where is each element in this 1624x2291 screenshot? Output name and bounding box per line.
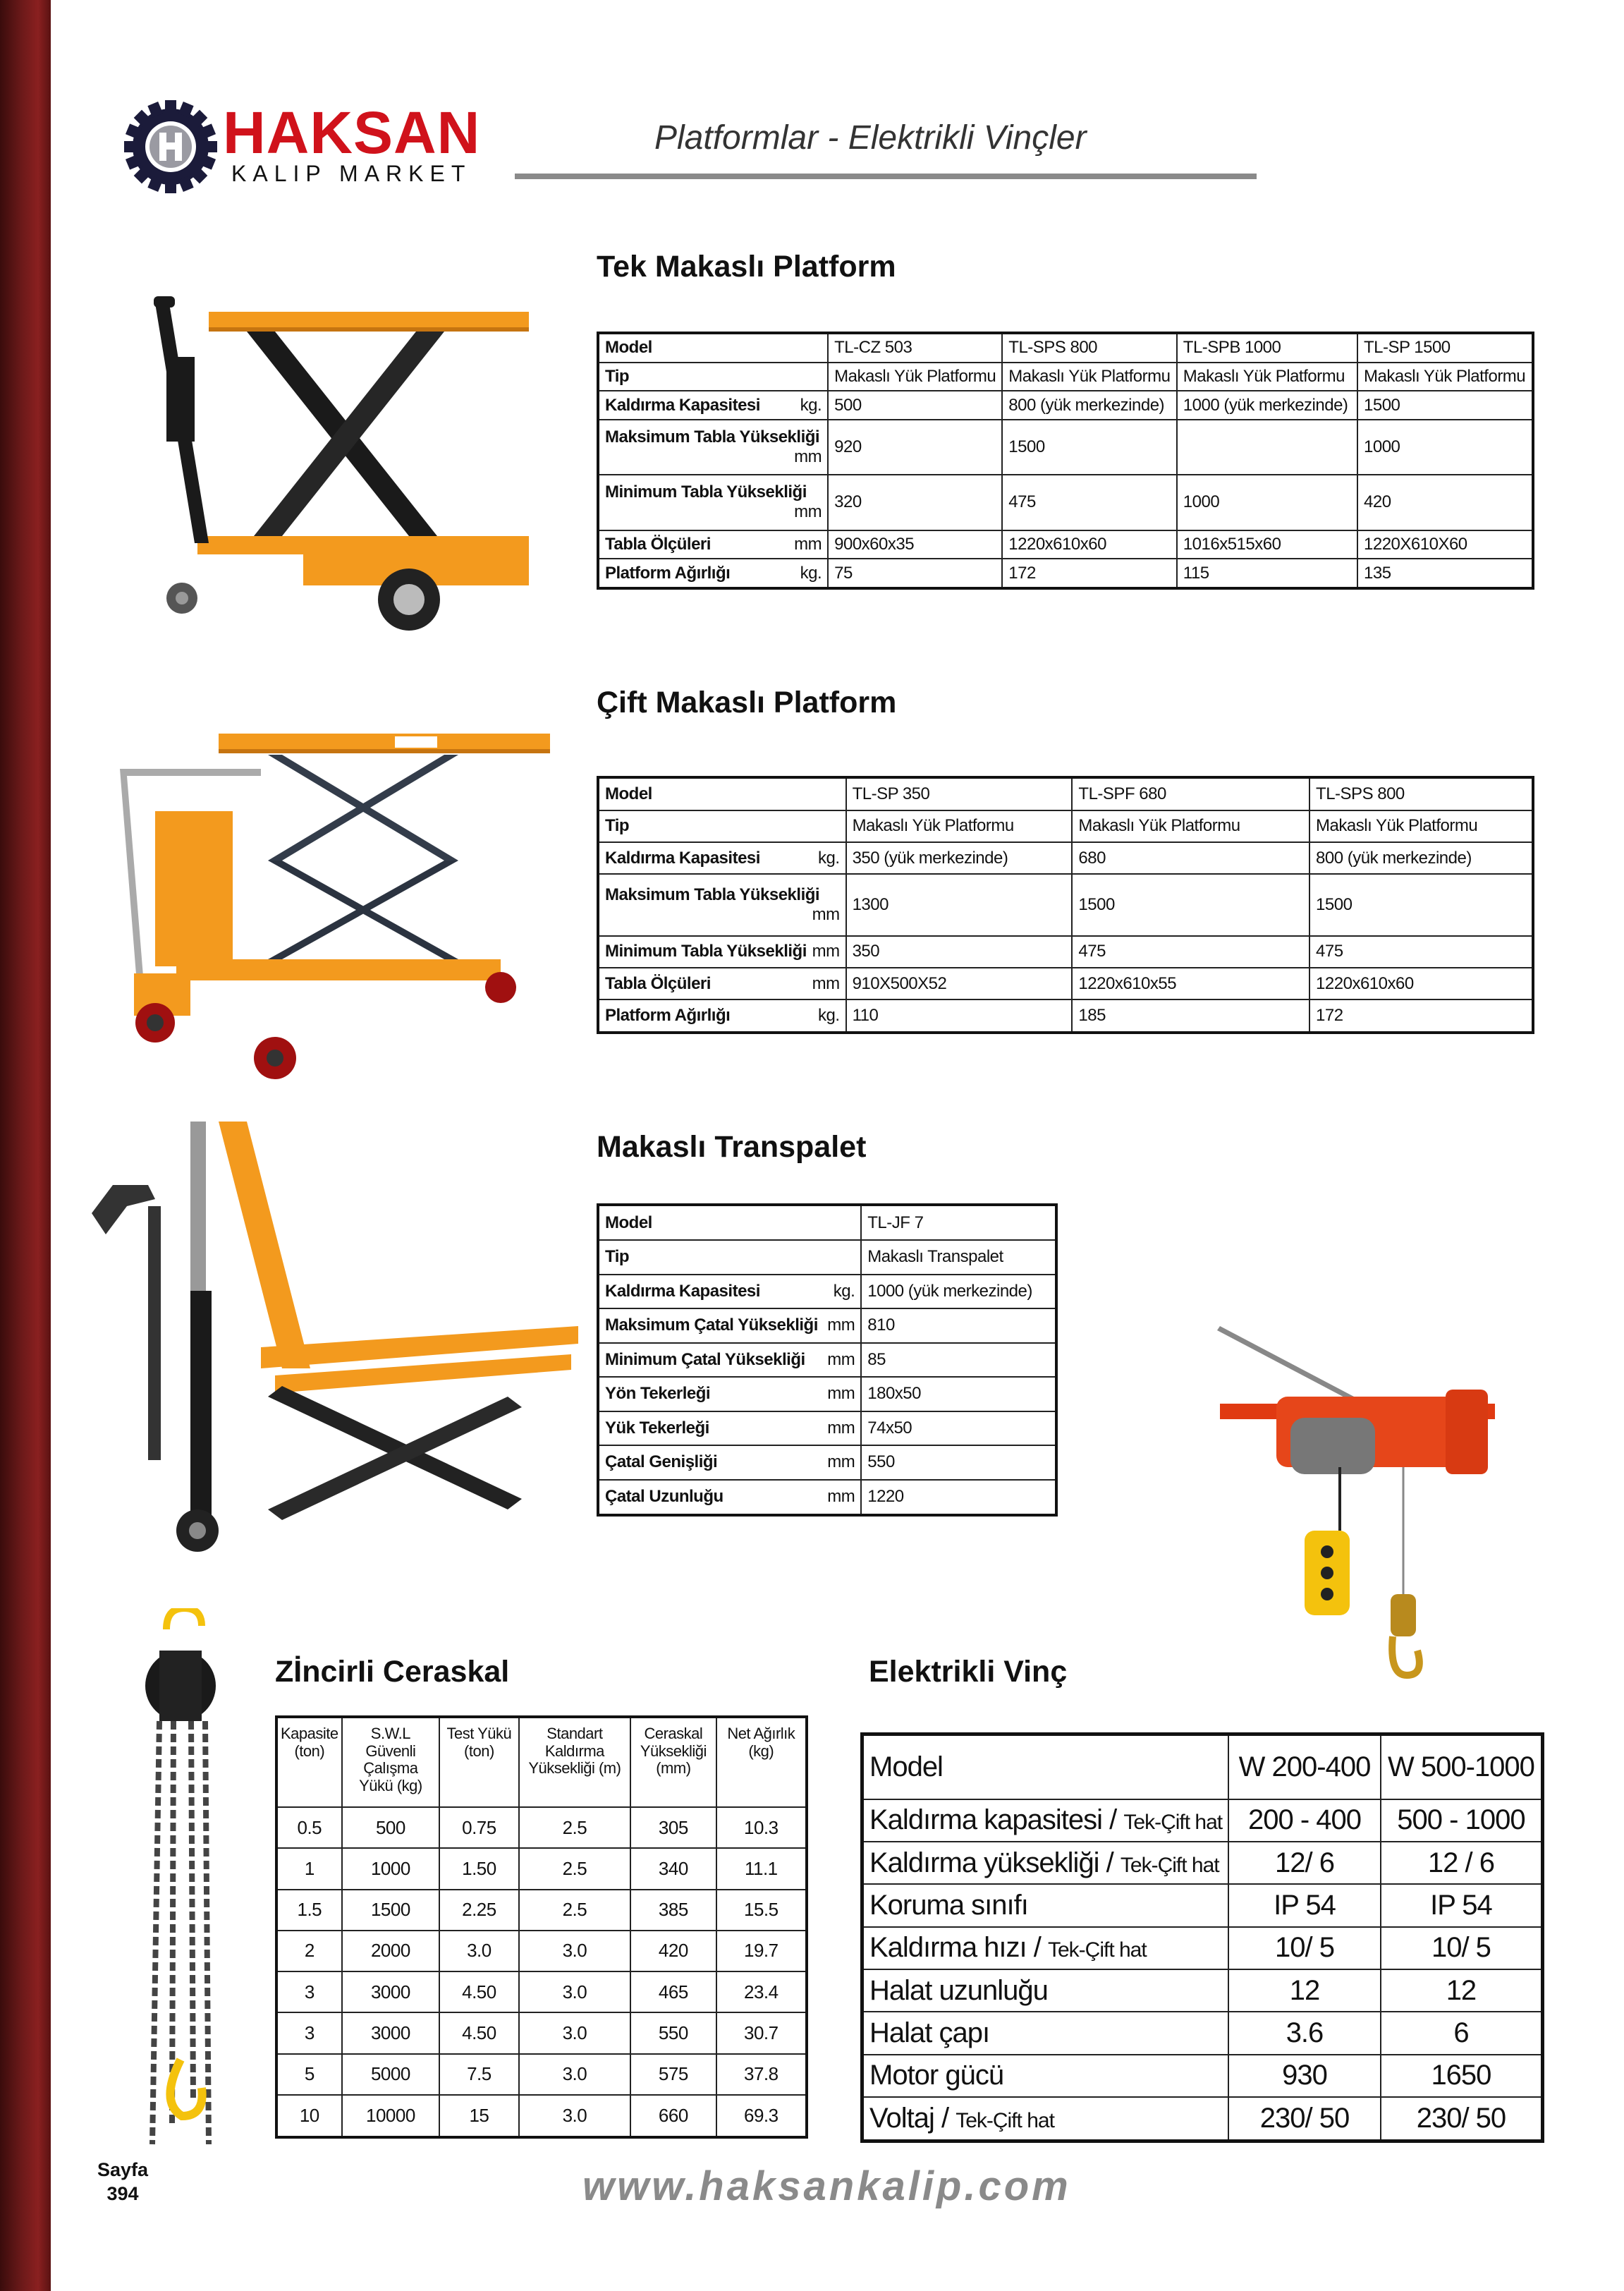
table-cell: 1000 — [1177, 475, 1357, 530]
table-cell: 680 — [1072, 842, 1309, 874]
table-cell: 340 — [630, 1848, 716, 1889]
table-cell: TL-SPB 1000 — [1177, 333, 1357, 363]
table-cell: TL-JF 7 — [861, 1205, 1056, 1240]
table-cell: 3.0 — [519, 2012, 630, 2053]
row-label: Tip — [598, 363, 828, 391]
table-cell: 500 - 1000 — [1381, 1799, 1543, 1842]
single-scissor-lift-table-image — [141, 296, 536, 642]
row-label: Koruma sınıfı — [862, 1884, 1229, 1926]
ceraskal-table — [275, 1715, 808, 2139]
table-row — [598, 810, 1533, 842]
table-cell: 350 — [846, 936, 1073, 968]
table-cell: 200 - 400 — [1228, 1799, 1381, 1842]
row-label: Kaldırma hızı / Tek-Çift hat — [862, 1927, 1229, 1969]
row-label: Model — [598, 1205, 861, 1240]
table-row — [862, 2055, 1543, 2097]
table-cell: 475 — [1072, 936, 1309, 968]
table-cell: 475 — [1309, 936, 1533, 968]
table-cell: 900x60x35 — [828, 530, 1002, 559]
table-cell: 10000 — [342, 2095, 440, 2137]
section-title-vinc: Elektrikli Vinç — [869, 1655, 1068, 1689]
table-row — [598, 1205, 1056, 1240]
table-cell: 1220X610X60 — [1357, 530, 1533, 559]
table-cell: 3.0 — [519, 2054, 630, 2095]
table-cell: 550 — [630, 2012, 716, 2053]
table-cell: 1016x515x60 — [1177, 530, 1357, 559]
table-cell: TL-SP 1500 — [1357, 333, 1533, 363]
row-label: Halat çapı — [862, 2012, 1229, 2054]
table-cell: 180x50 — [861, 1377, 1056, 1411]
table-cell: 3.0 — [519, 1931, 630, 1971]
section-title-ceraskal: ZİncirIi Ceraskal — [275, 1655, 510, 1689]
row-label: Maksimum Tabla Yüksekliği mm — [598, 874, 846, 935]
table-cell: TL-CZ 503 — [828, 333, 1002, 363]
table-cell: 2.5 — [519, 1848, 630, 1889]
row-label: Model — [862, 1734, 1229, 1799]
table-cell: 575 — [630, 2054, 716, 2095]
column-header: Test Yükü (ton) — [439, 1717, 518, 1807]
row-label: Platform Ağırlığı kg. — [598, 999, 846, 1033]
table-cell: 500 — [828, 391, 1002, 420]
table-cell: 12 — [1228, 1969, 1381, 2012]
table-cell: 1000 (yük merkezinde) — [1177, 391, 1357, 420]
table-cell: 1650 — [1381, 2055, 1543, 2097]
row-label: Tabla Ölçüleri mm — [598, 968, 846, 999]
table-row — [862, 1927, 1543, 1969]
table-cell: Makaslı Yük Platformu — [1002, 363, 1177, 391]
table-cell: 172 — [1309, 999, 1533, 1033]
table-row — [598, 475, 1533, 530]
row-label: Yön Tekerleği mm — [598, 1377, 861, 1411]
table-cell: TL-SPF 680 — [1072, 777, 1309, 810]
table-row — [598, 1240, 1056, 1275]
row-label: Platform Ağırlığı kg. — [598, 559, 828, 588]
table-cell: 1300 — [846, 874, 1073, 935]
page-number — [97, 2158, 148, 2206]
section-title-tek: Tek Makaslı Platform — [597, 250, 896, 284]
table-cell: 2.25 — [439, 1890, 518, 1931]
row-label: Model — [598, 777, 846, 810]
table-row — [598, 363, 1533, 391]
table-cell: TL-SP 350 — [846, 777, 1073, 810]
table-cell: 3.6 — [1228, 2012, 1381, 2054]
table-cell: 0.5 — [276, 1807, 342, 1848]
page-number-value: 394 — [106, 2182, 139, 2204]
table-cell: 305 — [630, 1807, 716, 1848]
table-cell: 1000 (yük merkezinde) — [861, 1275, 1056, 1309]
table-cell — [1177, 420, 1357, 475]
table-cell: 800 (yük merkezinde) — [1309, 842, 1533, 874]
table-row — [598, 1377, 1056, 1411]
table-cell: 10/ 5 — [1228, 1927, 1381, 1969]
table-row — [598, 1343, 1056, 1378]
table-row — [276, 1931, 807, 1971]
table-cell: 135 — [1357, 559, 1533, 588]
table-cell: 420 — [1357, 475, 1533, 530]
transpalet-spec-table — [597, 1203, 1058, 1517]
table-cell: 1.50 — [439, 1848, 518, 1889]
table-row — [276, 2012, 807, 2053]
table-row — [598, 559, 1533, 588]
table-row — [276, 1890, 807, 1931]
table-cell: 3 — [276, 1971, 342, 2012]
table-cell: 11.1 — [716, 1848, 807, 1889]
row-label: Kaldırma Kapasitesi kg. — [598, 842, 846, 874]
page-word: Sayfa — [97, 2159, 149, 2180]
table-row — [598, 530, 1533, 559]
table-cell: 23.4 — [716, 1971, 807, 2012]
table-row — [598, 420, 1533, 475]
table-row — [598, 391, 1533, 420]
table-cell: TL-SPS 800 — [1002, 333, 1177, 363]
row-label: Çatal Uzunluğu mm — [598, 1480, 861, 1515]
table-cell: 800 (yük merkezinde) — [1002, 391, 1177, 420]
table-row — [276, 1848, 807, 1889]
table-cell: 1 — [276, 1848, 342, 1889]
table-row — [276, 1807, 807, 1848]
page-title: Platformlar - Elektrikli Vinçler — [654, 119, 1087, 157]
table-cell: 2.5 — [519, 1807, 630, 1848]
table-row — [598, 968, 1533, 999]
table-cell: 385 — [630, 1890, 716, 1931]
table-cell: 5000 — [342, 2054, 440, 2095]
haksan-logo-gear-icon — [124, 100, 217, 193]
table-cell: 172 — [1002, 559, 1177, 588]
table-row — [598, 333, 1533, 363]
row-label: Tabla Ölçüleri mm — [598, 530, 828, 559]
table-row — [276, 2095, 807, 2137]
table-cell: 1220x610x60 — [1309, 968, 1533, 999]
table-cell: 10.3 — [716, 1807, 807, 1848]
table-row — [598, 842, 1533, 874]
table-cell: 110 — [846, 999, 1073, 1033]
table-cell: 2 — [276, 1931, 342, 1971]
table-row — [862, 2012, 1543, 2054]
electric-hoist-image — [1213, 1326, 1509, 1693]
table-cell: 1000 — [1357, 420, 1533, 475]
row-label: Minimum Tabla Yüksekliği mm — [598, 936, 846, 968]
table-cell: 10 — [276, 2095, 342, 2137]
column-header: Net Ağırlık (kg) — [716, 1717, 807, 1807]
table-cell: 37.8 — [716, 2054, 807, 2095]
table-cell: 500 — [342, 1807, 440, 1848]
table-cell: 4.50 — [439, 2012, 518, 2053]
table-cell: 3 — [276, 2012, 342, 2053]
column-header: S.W.L Güvenli Çalışma Yükü (kg) — [342, 1717, 440, 1807]
table-cell: 74x50 — [861, 1411, 1056, 1446]
table-cell: 85 — [861, 1343, 1056, 1378]
table-cell: 30.7 — [716, 2012, 807, 2053]
header-divider — [515, 174, 1257, 179]
table-cell: 12 — [1381, 1969, 1543, 2012]
table-cell: 1.5 — [276, 1890, 342, 1931]
table-row — [276, 1971, 807, 2012]
table-cell: 69.3 — [716, 2095, 807, 2137]
table-row — [598, 874, 1533, 935]
row-label: Yük Tekerleği mm — [598, 1411, 861, 1446]
row-label: Minimum Tabla Yüksekliği mm — [598, 475, 828, 530]
table-cell: 1500 — [1309, 874, 1533, 935]
table-cell: IP 54 — [1228, 1884, 1381, 1926]
table-cell: Makaslı Yük Platformu — [846, 810, 1073, 842]
table-cell: 12/ 6 — [1228, 1842, 1381, 1884]
column-header: Ceraskal Yüksekliği (mm) — [630, 1717, 716, 1807]
table-row — [598, 777, 1533, 810]
table-cell: 0.75 — [439, 1807, 518, 1848]
table-cell: 475 — [1002, 475, 1177, 530]
table-cell: 4.50 — [439, 1971, 518, 2012]
row-label: Maksimum Tabla Yüksekliği mm — [598, 420, 828, 475]
table-cell: Makaslı Yük Platformu — [1177, 363, 1357, 391]
double-scissor-lift-table-image — [106, 727, 557, 1107]
table-cell: 2000 — [342, 1931, 440, 1971]
table-row — [598, 1445, 1056, 1480]
row-label: Maksimum Çatal Yüksekliği mm — [598, 1308, 861, 1343]
table-cell: Makaslı Transpalet — [861, 1240, 1056, 1275]
row-label: Tip — [598, 1240, 861, 1275]
table-row — [862, 1969, 1543, 2012]
table-cell: 75 — [828, 559, 1002, 588]
vinc-spec-table — [860, 1732, 1544, 2143]
row-label: Kaldırma yüksekliği / Tek-Çift hat — [862, 1842, 1229, 1884]
table-cell: TL-SPS 800 — [1309, 777, 1533, 810]
table-cell: 810 — [861, 1308, 1056, 1343]
table-cell: 930 — [1228, 2055, 1381, 2097]
table-cell: 1500 — [1072, 874, 1309, 935]
brand-name: HAKSAN — [223, 99, 481, 166]
website-link[interactable]: www.haksankalip.com — [582, 2163, 1071, 2209]
table-cell: 910X500X52 — [846, 968, 1073, 999]
table-row — [598, 1480, 1056, 1515]
row-label: Minimum Çatal Yüksekliği mm — [598, 1343, 861, 1378]
table-cell: 550 — [861, 1445, 1056, 1480]
table-row — [862, 1884, 1543, 1926]
table-cell: 185 — [1072, 999, 1309, 1033]
row-label: Kaldırma Kapasitesi kg. — [598, 1275, 861, 1309]
section-title-transpalet: Makaslı Transpalet — [597, 1130, 867, 1164]
table-cell: 1220x610x60 — [1002, 530, 1177, 559]
row-label: Kaldırma Kapasitesi kg. — [598, 391, 828, 420]
table-row — [598, 936, 1533, 968]
row-label: Kaldırma kapasitesi / Tek-Çift hat — [862, 1799, 1229, 1842]
page-edge-bar — [0, 0, 51, 2291]
table-cell: Makaslı Yük Platformu — [1072, 810, 1309, 842]
table-row — [276, 2054, 807, 2095]
table-cell: 920 — [828, 420, 1002, 475]
table-cell: 15.5 — [716, 1890, 807, 1931]
table-cell: 10/ 5 — [1381, 1927, 1543, 1969]
table-cell: 3.0 — [519, 1971, 630, 2012]
table-cell: 7.5 — [439, 2054, 518, 2095]
table-row — [598, 1275, 1056, 1309]
cift-spec-table — [597, 776, 1534, 1034]
table-cell: 320 — [828, 475, 1002, 530]
column-header: Standart Kaldırma Yüksekliği (m) — [519, 1717, 630, 1807]
table-cell: 230/ 50 — [1381, 2097, 1543, 2141]
table-cell: 12 / 6 — [1381, 1842, 1543, 1884]
table-cell: 660 — [630, 2095, 716, 2137]
table-row — [862, 1734, 1543, 1799]
table-cell: 5 — [276, 2054, 342, 2095]
table-row — [862, 2097, 1543, 2141]
table-cell: W 500-1000 — [1381, 1734, 1543, 1799]
table-cell: 1500 — [1002, 420, 1177, 475]
row-label: Halat uzunluğu — [862, 1969, 1229, 2012]
table-cell: 420 — [630, 1931, 716, 1971]
table-row — [862, 1842, 1543, 1884]
table-cell: IP 54 — [1381, 1884, 1543, 1926]
row-label: Voltaj / Tek-Çift hat — [862, 2097, 1229, 2141]
table-header-row — [276, 1717, 807, 1807]
column-header: Kapasite (ton) — [276, 1717, 342, 1807]
table-cell: 350 (yük merkezinde) — [846, 842, 1073, 874]
table-cell: 230/ 50 — [1228, 2097, 1381, 2141]
table-cell: 3.0 — [519, 2095, 630, 2137]
table-cell: 1220 — [861, 1480, 1056, 1515]
table-row — [598, 999, 1533, 1033]
row-label: Tip — [598, 810, 846, 842]
table-cell: W 200-400 — [1228, 1734, 1381, 1799]
table-cell: 2.5 — [519, 1890, 630, 1931]
table-row — [598, 1308, 1056, 1343]
table-cell: 115 — [1177, 559, 1357, 588]
table-cell: 15 — [439, 2095, 518, 2137]
table-cell: 6 — [1381, 2012, 1543, 2054]
table-cell: 3000 — [342, 2012, 440, 2053]
table-cell: 1500 — [1357, 391, 1533, 420]
table-cell: 465 — [630, 1971, 716, 2012]
table-cell: Makaslı Yük Platformu — [828, 363, 1002, 391]
table-cell: 3000 — [342, 1971, 440, 2012]
row-label: Çatal Genişliği mm — [598, 1445, 861, 1480]
chain-hoist-image — [138, 1608, 230, 2151]
table-cell: 3.0 — [439, 1931, 518, 1971]
table-cell: 1220x610x55 — [1072, 968, 1309, 999]
row-label: Model — [598, 333, 828, 363]
section-title-cift: Çift Makaslı Platform — [597, 686, 897, 719]
table-cell: 19.7 — [716, 1931, 807, 1971]
table-cell: 1500 — [342, 1890, 440, 1931]
tek-spec-table — [597, 332, 1534, 590]
table-row — [862, 1799, 1543, 1842]
table-cell: Makaslı Yük Platformu — [1357, 363, 1533, 391]
scissor-pallet-truck-image — [85, 1114, 592, 1580]
brand-subtitle: KALIP MARKET — [231, 161, 472, 186]
table-cell: Makaslı Yük Platformu — [1309, 810, 1533, 842]
table-cell: 1000 — [342, 1848, 440, 1889]
row-label: Motor gücü — [862, 2055, 1229, 2097]
table-row — [598, 1411, 1056, 1446]
